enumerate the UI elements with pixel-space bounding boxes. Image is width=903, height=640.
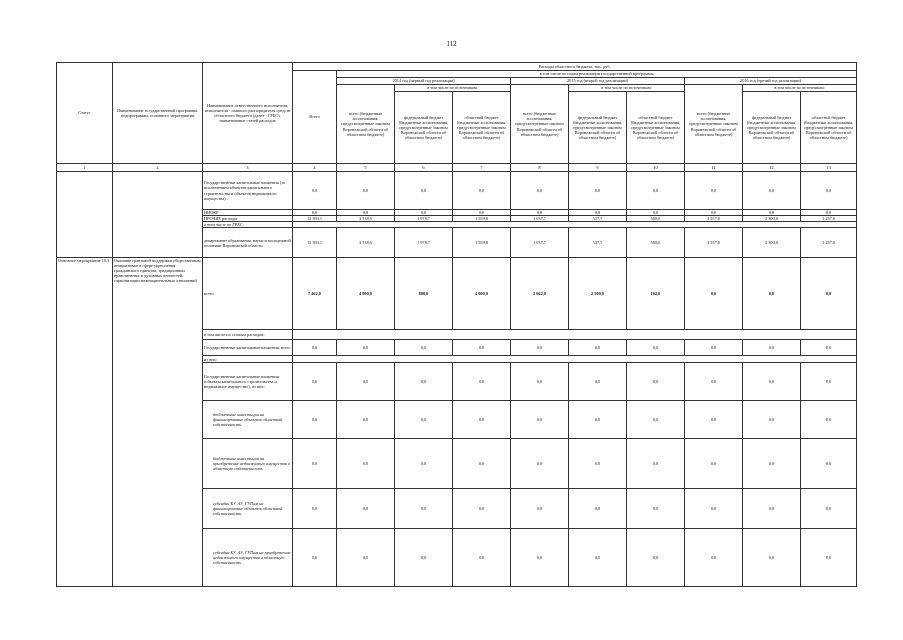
value-cell: 0,0 — [685, 172, 743, 210]
value-cell: 0,0 — [293, 529, 337, 587]
value-cell: 0,0 — [569, 210, 627, 216]
value-cell: 0,0 — [627, 363, 685, 401]
header-total: Всего — [293, 71, 337, 164]
value-cell: 2 300,0 — [743, 228, 801, 258]
value-cell: 0,0 — [685, 363, 743, 401]
value-cell: 0,0 — [511, 210, 569, 216]
value-cell: 162,0 — [627, 258, 685, 330]
col-num: 5 — [337, 164, 395, 172]
header-status: Статус — [57, 63, 113, 164]
value-cell: 0,0 — [511, 529, 569, 587]
header-sub-top: в том числе по годам реализации государственной программы — [337, 71, 857, 78]
value-cell: 500,0 — [627, 228, 685, 258]
row-label: Государственные капитальные вложения (за исключением объектов капитального строительства и объектов недвижимого имущества) — [203, 172, 293, 210]
value-cell: 3 538,5 — [337, 216, 395, 222]
value-cell: 0,0 — [293, 172, 337, 210]
value-cell: 0,0 — [569, 529, 627, 587]
header-sources-2015: в том числе по источникам: — [569, 85, 685, 92]
value-cell: 0,0 — [293, 439, 337, 489]
header-year-2014: 2014 год (первый год реализации) — [337, 78, 511, 85]
value-cell: 0,0 — [395, 489, 453, 529]
header-all-2015: всего (бюджетные ассигнования, предусмотренные законом Воронежской области об областном бюджете) — [511, 85, 569, 164]
value-cell: 0,0 — [453, 340, 511, 356]
value-cell: 0,0 — [569, 172, 627, 210]
value-cell: 0,0 — [453, 401, 511, 439]
value-cell: 0,0 — [395, 172, 453, 210]
row-label: в том числе по ГРБС: — [203, 222, 293, 228]
row-label: всего — [203, 258, 293, 330]
value-cell: 0,0 — [627, 172, 685, 210]
value-cell: 0,0 — [743, 401, 801, 439]
value-cell: 0,0 — [685, 210, 743, 216]
col-num: 13 — [801, 164, 857, 172]
row-label: в том числе по статьям расходов: — [203, 330, 293, 340]
value-cell: 0,0 — [743, 258, 801, 330]
value-cell: 0,0 — [685, 258, 743, 330]
value-cell: 0,0 — [453, 489, 511, 529]
budget-table — [56, 62, 857, 587]
col-num: 12 — [743, 164, 801, 172]
value-cell: 0,0 — [395, 439, 453, 489]
value-cell: 0,0 — [293, 401, 337, 439]
header-sources-2014: в том числе по источникам: — [395, 85, 511, 92]
header-fed-2014: федеральный бюджет (бюджетные ассигнования, предусмотренные законом Воронежской области об областном бюджете) — [395, 92, 453, 164]
value-cell: 2 662,0 — [511, 258, 569, 330]
table-row — [57, 258, 857, 330]
value-cell: 0,0 — [743, 489, 801, 529]
row-label: субсидии БУ, АУ, ГУПам на приобретение недвижимого имущества в областную собственность — [203, 529, 293, 587]
row-label: департамент образования, науки и молодежной политики Воронежской области — [203, 228, 293, 258]
value-cell: 0,0 — [453, 363, 511, 401]
status-cell-empty — [57, 172, 113, 258]
header-fed-2016: федеральный бюджет (бюджетные ассигнования, предусмотренные законом Воронежской области об областном бюджете) — [743, 92, 801, 164]
value-cell: 0,0 — [801, 529, 857, 587]
value-cell: 0,0 — [511, 363, 569, 401]
header-sources-2016: в том числе по источникам: — [743, 85, 857, 92]
value-cell: 0,0 — [511, 172, 569, 210]
value-cell: 0,0 — [627, 529, 685, 587]
value-cell: 0,0 — [743, 172, 801, 210]
value-cell: 0,0 — [685, 529, 743, 587]
value-cell: 0,0 — [337, 489, 395, 529]
value-cell: 1 978,7 — [395, 216, 453, 222]
value-cell: 0,0 — [511, 489, 569, 529]
value-cell: 0,0 — [453, 439, 511, 489]
value-cell: 0,0 — [801, 258, 857, 330]
row-label: бюджетные инвестиции на приобретение недвижимого имущества в областную собственность — [203, 439, 293, 489]
value-cell: 0,0 — [337, 340, 395, 356]
value-cell: 0,0 — [453, 529, 511, 587]
header-fed-2015: федеральный бюджет (бюджетные ассигнования, предусмотренные законом Воронежской области об областном бюджете) — [569, 92, 627, 164]
value-cell: 0,0 — [801, 363, 857, 401]
empty-span — [293, 356, 857, 363]
value-cell: 0,0 — [511, 439, 569, 489]
value-cell: 0,0 — [627, 210, 685, 216]
header-reg-2014: областной бюджет (бюджетные ассигнования, предусмотренные законом Воронежской области об областном бюджете) — [453, 92, 511, 164]
col-num: 3 — [203, 164, 293, 172]
value-cell: 0,0 — [569, 439, 627, 489]
header-name: Наименование государственной программы, подпрограммы, основного мероприятия — [113, 63, 203, 164]
value-cell: 3 557,0 — [685, 228, 743, 258]
value-cell: 0,0 — [801, 340, 857, 356]
value-cell: 0,0 — [801, 489, 857, 529]
value-cell: 0,0 — [743, 210, 801, 216]
value-cell: 800,0 — [395, 258, 453, 330]
row-label: Государственные капитальные вложения, всего — [203, 340, 293, 356]
col-num: 1 — [57, 164, 113, 172]
col-num: 2 — [113, 164, 203, 172]
value-cell: 4 800,0 — [337, 258, 395, 330]
value-cell: 0,0 — [627, 401, 685, 439]
value-cell: 0,0 — [337, 172, 395, 210]
value-cell: 0,0 — [337, 529, 395, 587]
value-cell: 0,0 — [801, 172, 857, 210]
col-num: 4 — [293, 164, 337, 172]
value-cell: 0,0 — [627, 439, 685, 489]
col-num: 6 — [395, 164, 453, 172]
value-cell: 0,0 — [395, 363, 453, 401]
header-reg-2016: областной бюджет (бюджетные ассигнования, предусмотренные законом Воронежской области об областном бюджете) — [801, 92, 857, 164]
value-cell: 2 300,0 — [743, 216, 801, 222]
value-cell: 0,0 — [453, 210, 511, 216]
row-label: ПРОЧИЕ расходы — [203, 216, 293, 222]
col-num: 8 — [511, 164, 569, 172]
row-label: субсидии БУ, АУ, ГУПам на финансирование объектов областной собственности — [203, 489, 293, 529]
header-reg-2015: областной бюджет (бюджетные ассигнования, предусмотренные законом Воронежской области об областном бюджете) — [627, 92, 685, 164]
header-executor: Наименование ответственного исполнителя, исполнителя - главного распорядителя средств областного бюджета (далее - ГРБС), наименование статей расходов — [203, 63, 293, 164]
header-row-1 — [57, 63, 857, 71]
value-cell: 500,0 — [627, 216, 685, 222]
header-year-2016: 2016 год (третий год реализации) — [685, 78, 857, 85]
value-cell: 0,0 — [569, 340, 627, 356]
column-number-row — [57, 164, 857, 172]
table-row — [57, 172, 857, 210]
value-cell: 0,0 — [569, 489, 627, 529]
value-cell: 0,0 — [395, 529, 453, 587]
value-cell: 0,0 — [685, 340, 743, 356]
value-cell: 0,0 — [569, 363, 627, 401]
row-label: из них: — [203, 356, 293, 363]
col-num: 10 — [627, 164, 685, 172]
value-cell: 3 538,5 — [337, 228, 395, 258]
value-cell: 13 393,1 — [293, 216, 337, 222]
value-cell: 0,0 — [743, 363, 801, 401]
value-cell: 537,7 — [569, 228, 627, 258]
header-top: Расходы областного бюджета, тыс. руб. — [293, 63, 857, 71]
value-cell: 0,0 — [293, 210, 337, 216]
col-num: 7 — [453, 164, 511, 172]
header-all-2014: всего (бюджетные ассигнования, предусмотренные законом Воронежской области об областном бюджете) — [337, 85, 395, 164]
header-year-2015: 2015 год (второй год реализации) — [511, 78, 685, 85]
value-cell: 0,0 — [685, 439, 743, 489]
value-cell: 0,0 — [743, 439, 801, 489]
value-cell: 0,0 — [511, 401, 569, 439]
value-cell: 0,0 — [395, 401, 453, 439]
value-cell: 537,7 — [569, 216, 627, 222]
value-cell: 0,0 — [569, 401, 627, 439]
value-cell: 13 393,1 — [293, 228, 337, 258]
row-label: бюджетные инвестиции на финансирование объектов областной собственности — [203, 401, 293, 439]
value-cell: 0,0 — [627, 340, 685, 356]
page-number: 112 — [446, 40, 457, 48]
value-cell: 0,0 — [337, 401, 395, 439]
value-cell: 0,0 — [511, 340, 569, 356]
value-cell: 1 037,7 — [511, 216, 569, 222]
row-label: НИОКР — [203, 210, 293, 216]
value-cell: 0,0 — [337, 210, 395, 216]
row-label: Государственные капитальные вложения (объекты капитального строительства и недвижимое имущество), из них: — [203, 363, 293, 401]
measure-name: Оказание грантовой поддержки общественным инициативам в сфере укрепления гражданского единства, традиционных нравственных и духовных ценностей, гармонизации межнациональных отношений — [113, 258, 203, 587]
value-cell: 4 000,0 — [453, 258, 511, 330]
value-cell: 7 462,0 — [293, 258, 337, 330]
value-cell: 0,0 — [801, 401, 857, 439]
value-cell: 0,0 — [801, 439, 857, 489]
value-cell: 0,0 — [743, 340, 801, 356]
value-cell: 1 978,7 — [395, 228, 453, 258]
value-cell: 0,0 — [743, 529, 801, 587]
col-num: 11 — [685, 164, 743, 172]
value-cell: 0,0 — [453, 172, 511, 210]
value-cell: 0,0 — [801, 210, 857, 216]
col-num: 9 — [569, 164, 627, 172]
value-cell: 0,0 — [395, 340, 453, 356]
value-cell: 1 559,8 — [453, 228, 511, 258]
header-all-2016: всего (бюджетные ассигнования, предусмотренные законом Воронежской области об областном бюджете) — [685, 85, 743, 164]
value-cell: 1 257,0 — [801, 216, 857, 222]
value-cell: 0,0 — [337, 363, 395, 401]
measure-status: Основное мероприятие 10.3 — [57, 258, 113, 587]
value-cell: 1 037,7 — [511, 228, 569, 258]
value-cell: 0,0 — [293, 489, 337, 529]
value-cell: 0,0 — [685, 401, 743, 439]
value-cell: 0,0 — [627, 489, 685, 529]
value-cell: 0,0 — [293, 340, 337, 356]
empty-span — [293, 330, 857, 340]
value-cell: 3 557,0 — [685, 216, 743, 222]
name-cell-empty — [113, 172, 203, 258]
value-cell: 0,0 — [337, 439, 395, 489]
value-cell: 1 257,0 — [801, 228, 857, 258]
value-cell: 0,0 — [395, 210, 453, 216]
value-cell: 0,0 — [685, 489, 743, 529]
value-cell: 1 559,8 — [453, 216, 511, 222]
value-cell: 0,0 — [293, 363, 337, 401]
value-cell: 2 500,0 — [569, 258, 627, 330]
